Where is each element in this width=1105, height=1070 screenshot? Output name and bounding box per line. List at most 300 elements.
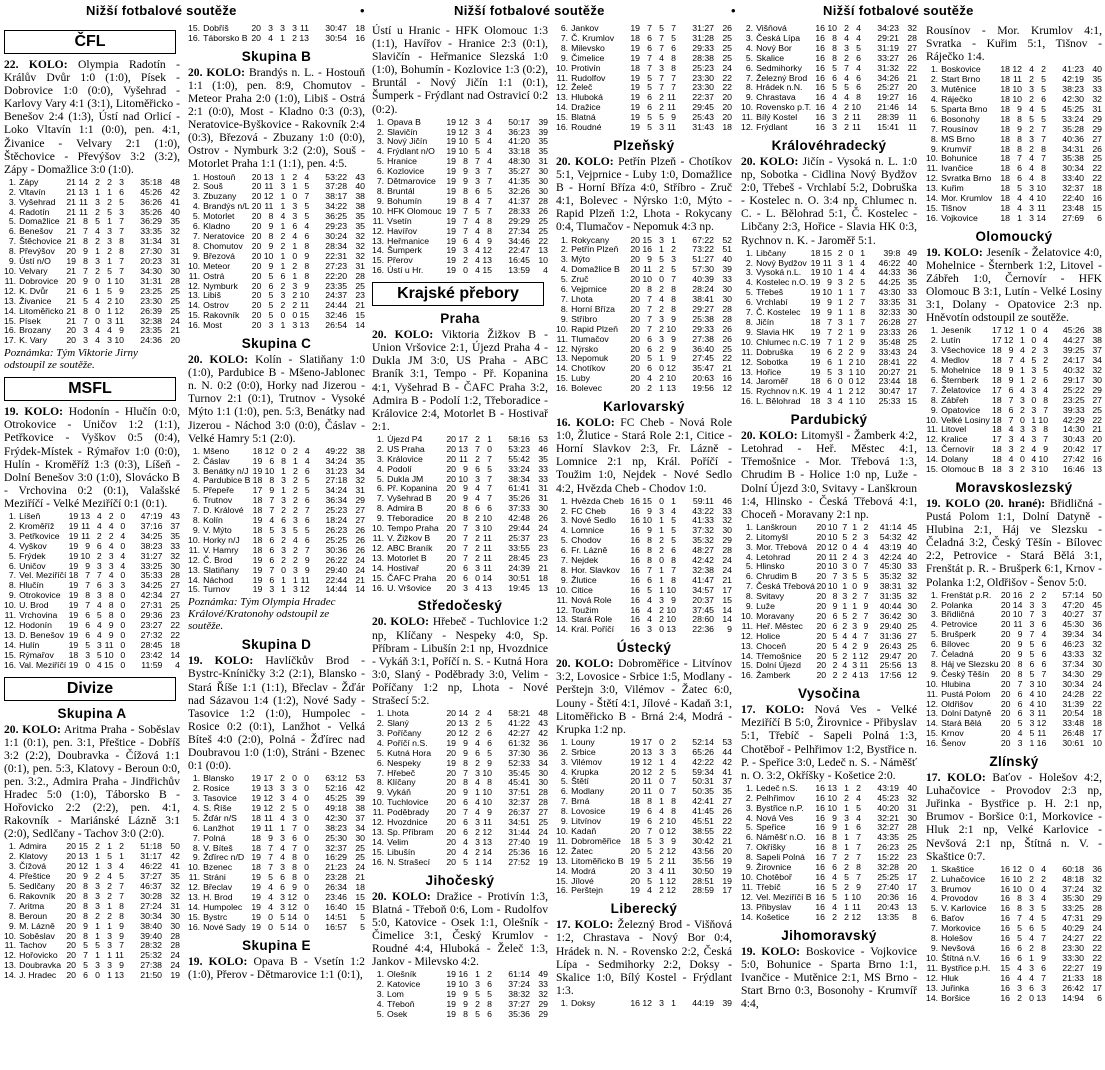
score-cell: 41:33	[692, 515, 714, 526]
stat-cell: 8	[1017, 133, 1022, 144]
stat-cell: 5	[96, 649, 102, 660]
team-cell: Ústí n/O	[19, 256, 51, 267]
stat-cell: 16	[815, 891, 825, 902]
rank-cell: 10.	[188, 260, 201, 271]
rank-cell: 14.	[188, 574, 201, 585]
score-cell: 33:30	[1062, 952, 1084, 963]
stat-cell: 12	[666, 845, 676, 856]
stat-cell: 8	[647, 555, 652, 566]
stat-cell: 4	[280, 852, 285, 863]
rank-cell: 12.	[556, 604, 569, 615]
stat-cell: 10	[827, 531, 838, 542]
score-cell: 22:27	[1062, 962, 1084, 973]
rank-cell: 12.	[4, 619, 17, 630]
points-cell: 19	[170, 970, 180, 981]
stat-cell: 16	[630, 555, 640, 566]
score-cell: 35:32	[692, 535, 714, 546]
stat-cell: 7	[1041, 668, 1047, 679]
stat-cell: 2	[1041, 589, 1047, 600]
stat-cell: 3	[852, 620, 858, 631]
team-cell: Kuřim	[941, 183, 964, 194]
points-cell: 18	[355, 24, 365, 33]
stat-cell: 18	[252, 524, 263, 535]
stat-cell: 6	[487, 727, 492, 738]
stat-cell: 4	[844, 32, 849, 43]
points-cell: 30	[538, 777, 548, 788]
score-cell: 13:35	[877, 911, 899, 922]
stat-cell: 4	[1008, 424, 1014, 435]
stat-cell: 7	[463, 532, 468, 543]
rank-cell: 11.	[188, 872, 201, 883]
stat-cell: 19	[810, 307, 821, 318]
stat-cell: 7	[832, 852, 837, 863]
stat-cell: 0	[120, 649, 126, 660]
stat-cell: 0	[1029, 992, 1034, 1003]
team-cell: Katovice	[387, 979, 421, 990]
stat-cell: 11	[666, 855, 676, 866]
points-cell: 31	[538, 156, 548, 167]
results-paragraph	[372, 24, 548, 116]
points-cell: 21	[538, 562, 548, 573]
stat-cell: 4	[842, 660, 848, 671]
team-cell: Stříbro	[571, 313, 598, 324]
stat-cell: 2	[852, 640, 858, 651]
stat-cell: 0	[304, 783, 309, 794]
stat-cell: 11	[78, 206, 88, 217]
points-cell: 25	[722, 343, 732, 354]
rank-cell: 11.	[741, 112, 754, 123]
stat-cell: 20	[446, 523, 456, 534]
points-cell: 29	[1092, 384, 1102, 395]
stat-cell: 20	[630, 786, 640, 797]
points-cell: 25	[907, 640, 917, 651]
stat-cell: 20	[66, 275, 76, 286]
stat-cell: 10	[666, 614, 676, 625]
stat-cell: 0	[304, 832, 309, 843]
stat-cell: 7	[671, 564, 676, 575]
stat-cell: 3	[85, 649, 91, 660]
points-cell: 23	[355, 290, 365, 301]
stat-cell: 1	[107, 970, 112, 981]
stat-cell: 8	[832, 591, 838, 602]
stat-cell: 7	[647, 313, 652, 324]
team-cell: Frýdlant	[756, 122, 788, 133]
stat-cell: 16	[1000, 913, 1010, 924]
stat-cell: 0	[659, 624, 664, 635]
points-cell: 30	[722, 284, 732, 295]
points-cell: 24	[355, 564, 365, 575]
team-cell: Vojkovice	[941, 212, 978, 223]
team-cell: Hořovicko	[19, 950, 58, 961]
score-cell: 42:24	[879, 551, 902, 562]
stat-cell: 3	[83, 325, 88, 336]
stat-cell: 10	[482, 513, 492, 524]
stat-cell: 15	[299, 310, 310, 321]
score-cell: 22:47	[508, 245, 530, 256]
stat-cell: 16	[815, 802, 825, 813]
standings-row	[372, 759, 548, 769]
score-cell: 26:34	[325, 882, 347, 893]
team-cell: Brná	[571, 796, 590, 807]
stat-cell: 8	[1041, 163, 1046, 174]
stat-cell: 8	[671, 574, 676, 585]
rank-cell: 8.	[192, 515, 201, 526]
points-cell: 32	[907, 581, 917, 592]
stat-cell: 3	[659, 835, 664, 846]
score-cell: 29:40	[879, 620, 902, 631]
stat-cell: 5	[659, 112, 664, 123]
stat-cell: 5	[1029, 668, 1035, 679]
rank-cell: 1.	[930, 325, 939, 336]
stat-cell: 4	[475, 255, 480, 266]
stat-cell: 6	[856, 52, 861, 63]
rank-cell: 3.	[192, 465, 201, 476]
points-cell: 27	[907, 42, 917, 53]
team-cell: N. Strašecí	[387, 856, 431, 867]
rank-cell: 11.	[926, 163, 939, 174]
stat-cell: 5	[83, 960, 88, 971]
score-cell: 34:57	[692, 584, 714, 595]
rank-cell: 6.	[192, 495, 201, 506]
stat-cell: 1	[107, 275, 112, 286]
stat-cell: 9	[647, 505, 652, 516]
standings-row	[372, 574, 548, 584]
score-cell: 27:40	[508, 836, 530, 847]
team-cell: Chrudim B	[756, 571, 798, 582]
stat-cell: 20	[446, 846, 456, 857]
stat-cell: 5	[671, 535, 676, 546]
results-paragraph	[372, 328, 548, 433]
group-title: Liberecký	[610, 901, 678, 917]
stat-cell: 9	[268, 832, 273, 843]
stat-cell: 8	[1017, 658, 1023, 669]
rank-cell: 11.	[926, 688, 939, 699]
points-cell: 35	[538, 146, 548, 157]
team-cell: Protivín	[571, 62, 601, 73]
stat-cell: 6	[463, 562, 468, 573]
team-cell: Šternberk	[941, 374, 979, 385]
stat-cell: 4	[96, 520, 102, 531]
stat-cell: 2	[292, 475, 298, 486]
score-cell: 33:25	[140, 560, 163, 571]
score-cell: 23:28	[325, 872, 347, 883]
points-cell: 20	[1092, 434, 1102, 445]
points-cell: 4	[543, 265, 548, 276]
stat-cell: 1	[107, 920, 112, 931]
team-cell: Hor. Slavkov	[571, 564, 620, 575]
stat-cell: 2	[292, 445, 298, 456]
score-cell: 38:34	[508, 473, 530, 484]
team-cell: Žamberk	[756, 670, 791, 681]
stat-cell: 2	[96, 550, 102, 561]
stat-cell: 18	[251, 812, 261, 823]
stat-cell: 7	[1043, 434, 1049, 445]
stat-cell: 16	[1000, 972, 1010, 983]
stat-cell: 3	[107, 930, 112, 941]
stat-cell: 8	[1017, 893, 1022, 904]
results-text: Havlíčkův Brod - Bystrc-Kníničky 3:2 (2:1), Blansko - Stará Říše 1:1 (1:1), Břeclav - Žďár nad Sázavou 1:4 (1:2), Nové Sady - Tasovice 1:2 (1:0), Humpolec - Rosice 0:2 (0:1), Lanžhot - Velká Bíteš 4:0 (2:0), Polná - Žďírec nad Doubravou 1:0 (1:0), Stráni - Bzenec 0:1 (0:0).	[188, 654, 365, 773]
stat-cell: 2	[832, 670, 838, 681]
stat-cell: 1	[292, 455, 298, 466]
stat-cell: 9	[1017, 639, 1023, 650]
stat-cell: 20	[1000, 678, 1011, 689]
rank-cell: 3.	[376, 453, 385, 464]
rank-cell: 5.	[376, 747, 385, 758]
stat-cell: 17	[642, 736, 652, 747]
stat-cell: 19	[252, 564, 263, 575]
rank-cell: 15.	[741, 660, 754, 671]
stat-cell: 4	[1017, 962, 1022, 973]
score-cell: 23:27	[140, 619, 163, 630]
points-cell: 26	[722, 806, 732, 817]
rank-cell: 2.	[376, 979, 384, 990]
stat-cell: 19	[446, 265, 456, 276]
score-cell: 59:34	[692, 766, 714, 777]
points-cell: 22	[722, 82, 732, 93]
points-cell: 16	[355, 32, 365, 43]
rank-cell: 3.	[192, 191, 201, 202]
rank-cell: 11.	[556, 835, 569, 846]
stat-cell: 3	[475, 176, 480, 187]
stat-cell: 5	[292, 524, 298, 535]
stat-cell: 9	[860, 336, 866, 347]
stat-cell: 11	[264, 181, 274, 192]
stat-cell: 1	[119, 851, 124, 862]
team-cell: Tuchlovice	[387, 797, 429, 808]
stat-cell: 1	[280, 32, 285, 43]
stat-cell: 20	[1000, 688, 1011, 699]
stat-cell: 4	[1043, 384, 1049, 395]
stat-cell: 1	[107, 305, 112, 316]
team-cell: Žlutice	[571, 574, 597, 585]
score-cell: 29:45	[692, 102, 714, 113]
team-cell: Rovensko p.T.	[756, 102, 812, 113]
group-title: Královéhradecký	[771, 137, 887, 153]
stat-cell: 4	[487, 708, 492, 719]
rank-cell: 14.	[372, 562, 385, 573]
stat-cell: 4	[1029, 698, 1035, 709]
stat-cell: 20	[816, 531, 827, 542]
stat-cell: 20	[66, 930, 76, 941]
stat-cell: 2	[842, 551, 848, 562]
stat-cell: 18	[810, 316, 821, 327]
rank-cell: 5.	[745, 822, 754, 833]
stat-cell: 16	[815, 62, 825, 73]
stat-cell: 1	[1020, 364, 1025, 375]
team-cell: Rokycany	[571, 234, 610, 245]
stat-cell: 9	[304, 554, 310, 565]
stat-cell: 8	[83, 880, 88, 891]
stat-cell: 10	[666, 816, 676, 827]
stat-cell: 3	[1029, 202, 1034, 213]
score-cell: 39:34	[1062, 629, 1085, 640]
stat-cell: 18	[1000, 133, 1010, 144]
stat-cell: 20	[251, 211, 262, 222]
stat-cell: 10	[666, 323, 676, 334]
stat-cell: 2	[837, 346, 843, 357]
points-cell: 27	[170, 590, 180, 601]
stat-cell: 13	[78, 851, 88, 862]
stat-cell: 3	[1029, 708, 1035, 719]
points-cell: 13	[538, 245, 548, 256]
stat-cell: 18	[810, 396, 821, 407]
score-cell: 43:30	[878, 287, 901, 298]
stat-cell: 8	[856, 92, 861, 103]
stat-cell: 19	[446, 1008, 456, 1019]
stat-cell: 7	[119, 266, 124, 276]
stat-cell: 11	[263, 812, 273, 823]
stat-cell: 4	[1020, 345, 1025, 356]
rank-cell: 9.	[745, 92, 754, 103]
points-cell: 24	[722, 62, 732, 73]
score-cell: 28:24	[692, 284, 714, 295]
score-cell: 34:30	[1062, 668, 1085, 679]
points-cell: 22	[722, 353, 732, 364]
stat-cell: 9	[1017, 123, 1022, 134]
score-cell: 61:14	[508, 969, 530, 980]
stat-cell: 2	[475, 552, 480, 563]
score-cell: 45:26	[1062, 325, 1085, 336]
points-cell: 5	[360, 921, 365, 932]
points-cell: 13	[907, 901, 917, 912]
team-cell: Dobříš	[203, 24, 229, 33]
team-cell: Litovel	[941, 424, 967, 435]
rank-cell: 10.	[188, 534, 201, 545]
team-cell: Hvězda Cheb	[571, 495, 624, 506]
stat-cell: 3	[292, 201, 298, 212]
results-text: Dobroměřice - Litvínov 3:2, Lovosice - Srbice 1:5, Modlany - Perštejn 3:0, Vilémov - Žatec 6:0, Louny - Štětí 4:1, Jílové - Kadaň 3:1, Litoměřicko B - Brná 2:4, Modrá - Krupka 1:2 np.	[556, 657, 732, 736]
score-cell: 40:36	[1062, 133, 1084, 144]
rank-cell: 13.	[188, 290, 201, 301]
stat-cell: 2	[292, 495, 298, 506]
stat-cell: 5	[268, 270, 274, 281]
score-cell: 20:37	[692, 594, 714, 605]
stat-cell: 19	[68, 550, 79, 561]
standings-table	[188, 774, 365, 933]
points-cell: 25	[538, 225, 548, 236]
stat-cell: 1	[1020, 374, 1025, 385]
stat-cell: 16	[815, 842, 825, 853]
stat-cell: 2	[95, 266, 100, 276]
stat-cell: 2	[659, 604, 664, 615]
rank-cell: 2.	[745, 257, 754, 268]
team-cell: Humpolec	[203, 901, 243, 912]
stat-cell: 7	[487, 493, 492, 504]
rank-cell: 5.	[376, 156, 385, 167]
points-cell: 29	[355, 495, 365, 506]
stat-cell: 5	[852, 571, 858, 582]
team-cell: Třeboradice	[387, 513, 434, 524]
rank-cell: 5.	[930, 364, 939, 375]
rank-cell: 2.	[560, 244, 569, 255]
stat-cell: 9	[292, 882, 297, 893]
team-cell: Toužim	[571, 604, 599, 615]
rank-cell: 17.	[4, 335, 17, 346]
team-cell: Př. Kopanina	[387, 483, 438, 494]
points-cell: 40	[907, 551, 917, 562]
score-cell: 32:38	[140, 315, 162, 326]
header-bullet-1: •	[360, 3, 365, 18]
points-cell: 17	[907, 881, 917, 892]
team-cell: Moravany	[756, 610, 795, 621]
rank-cell: 4.	[745, 812, 754, 823]
stat-cell: 20	[630, 244, 640, 255]
score-cell: 37:51	[508, 787, 530, 798]
rank-cell: 10.	[4, 930, 17, 941]
team-cell: Písek	[19, 315, 41, 326]
stat-cell: 2	[475, 708, 480, 719]
stat-cell: 2	[647, 383, 652, 394]
rank-cell: 3.	[745, 541, 754, 552]
rank-cell: 2.	[930, 873, 939, 884]
team-cell: Domažlice	[19, 216, 60, 227]
standings-table	[556, 24, 732, 133]
team-cell: Kutná Hora	[387, 747, 432, 758]
team-cell: Aritma	[19, 900, 45, 911]
stat-cell: 1	[95, 285, 100, 296]
stat-cell: 1	[659, 564, 664, 575]
stat-cell: 6	[292, 832, 297, 843]
points-cell: 21	[722, 835, 732, 846]
team-cell: Líšeň	[19, 511, 41, 521]
stat-cell: 4	[120, 550, 126, 561]
stat-cell: 3	[844, 812, 849, 823]
group-title: Skupina D	[241, 637, 312, 653]
stat-cell: 8	[119, 236, 124, 247]
stat-cell: 6	[832, 620, 838, 631]
stat-cell: 20	[446, 453, 456, 464]
stat-cell: 0	[659, 786, 664, 797]
stat-cell: 1	[280, 191, 286, 202]
rank-cell: 13.	[556, 92, 569, 103]
stat-cell: 2	[844, 122, 849, 133]
team-cell: Kralice	[941, 434, 968, 445]
stat-cell: 9	[487, 235, 492, 246]
stat-cell: 2	[107, 890, 112, 901]
stat-cell: 16	[815, 911, 825, 922]
stat-cell: 5	[1031, 355, 1037, 366]
score-cell: 31:17	[140, 851, 162, 862]
stat-cell: 3	[844, 42, 849, 53]
score-cell: 54:32	[879, 531, 902, 542]
score-cell: 25:36	[508, 846, 530, 857]
score-cell: 26:22	[325, 554, 348, 565]
stat-cell: 10	[1038, 414, 1049, 425]
stat-cell: 3	[1029, 893, 1034, 904]
points-cell: 46	[722, 495, 732, 506]
stat-cell: 7	[119, 256, 124, 267]
score-cell: 29:33	[692, 42, 714, 53]
rank-cell: 11.	[372, 807, 385, 818]
score-cell: 37:24	[508, 979, 530, 990]
team-cell: Košetice	[756, 911, 790, 922]
team-cell: Dukla JM	[387, 473, 424, 484]
rank-cell: 6.	[376, 483, 385, 494]
stat-cell: 16	[815, 782, 825, 793]
score-cell: 42:19	[1062, 74, 1084, 85]
team-cell: U. Vršovice	[387, 582, 432, 593]
results-text: Aritma Praha - Soběslav 1:1 (0:1), pen. 3:1, Přeštice - Dobříš 3:2 (2:2), Doubravka - Čížová 1:1 (0:1), pen. 5:3, Klatovy - Beroun 0:0, pen. 3:2., Admira Praha - Jindřichův Hradec 5:0 (1:0), Táborsko B - Hořovicko 2:2 (2:2), pen. 4:1, Rakovník - Mariánské Lázně 3:1 (2:0), Sedlčany - Tachov 3:0 (2:0).	[4, 722, 180, 841]
team-cell: Višňová	[756, 24, 787, 33]
score-cell: 29:21	[877, 32, 899, 43]
score-cell: 41:35	[508, 176, 530, 187]
stat-cell: 7	[85, 580, 91, 591]
stat-cell: 9	[1017, 629, 1023, 640]
stat-cell: 0	[1029, 883, 1034, 894]
stat-cell: 3	[292, 515, 298, 526]
stat-cell: 0	[837, 376, 843, 387]
points-cell: 18	[170, 639, 180, 650]
